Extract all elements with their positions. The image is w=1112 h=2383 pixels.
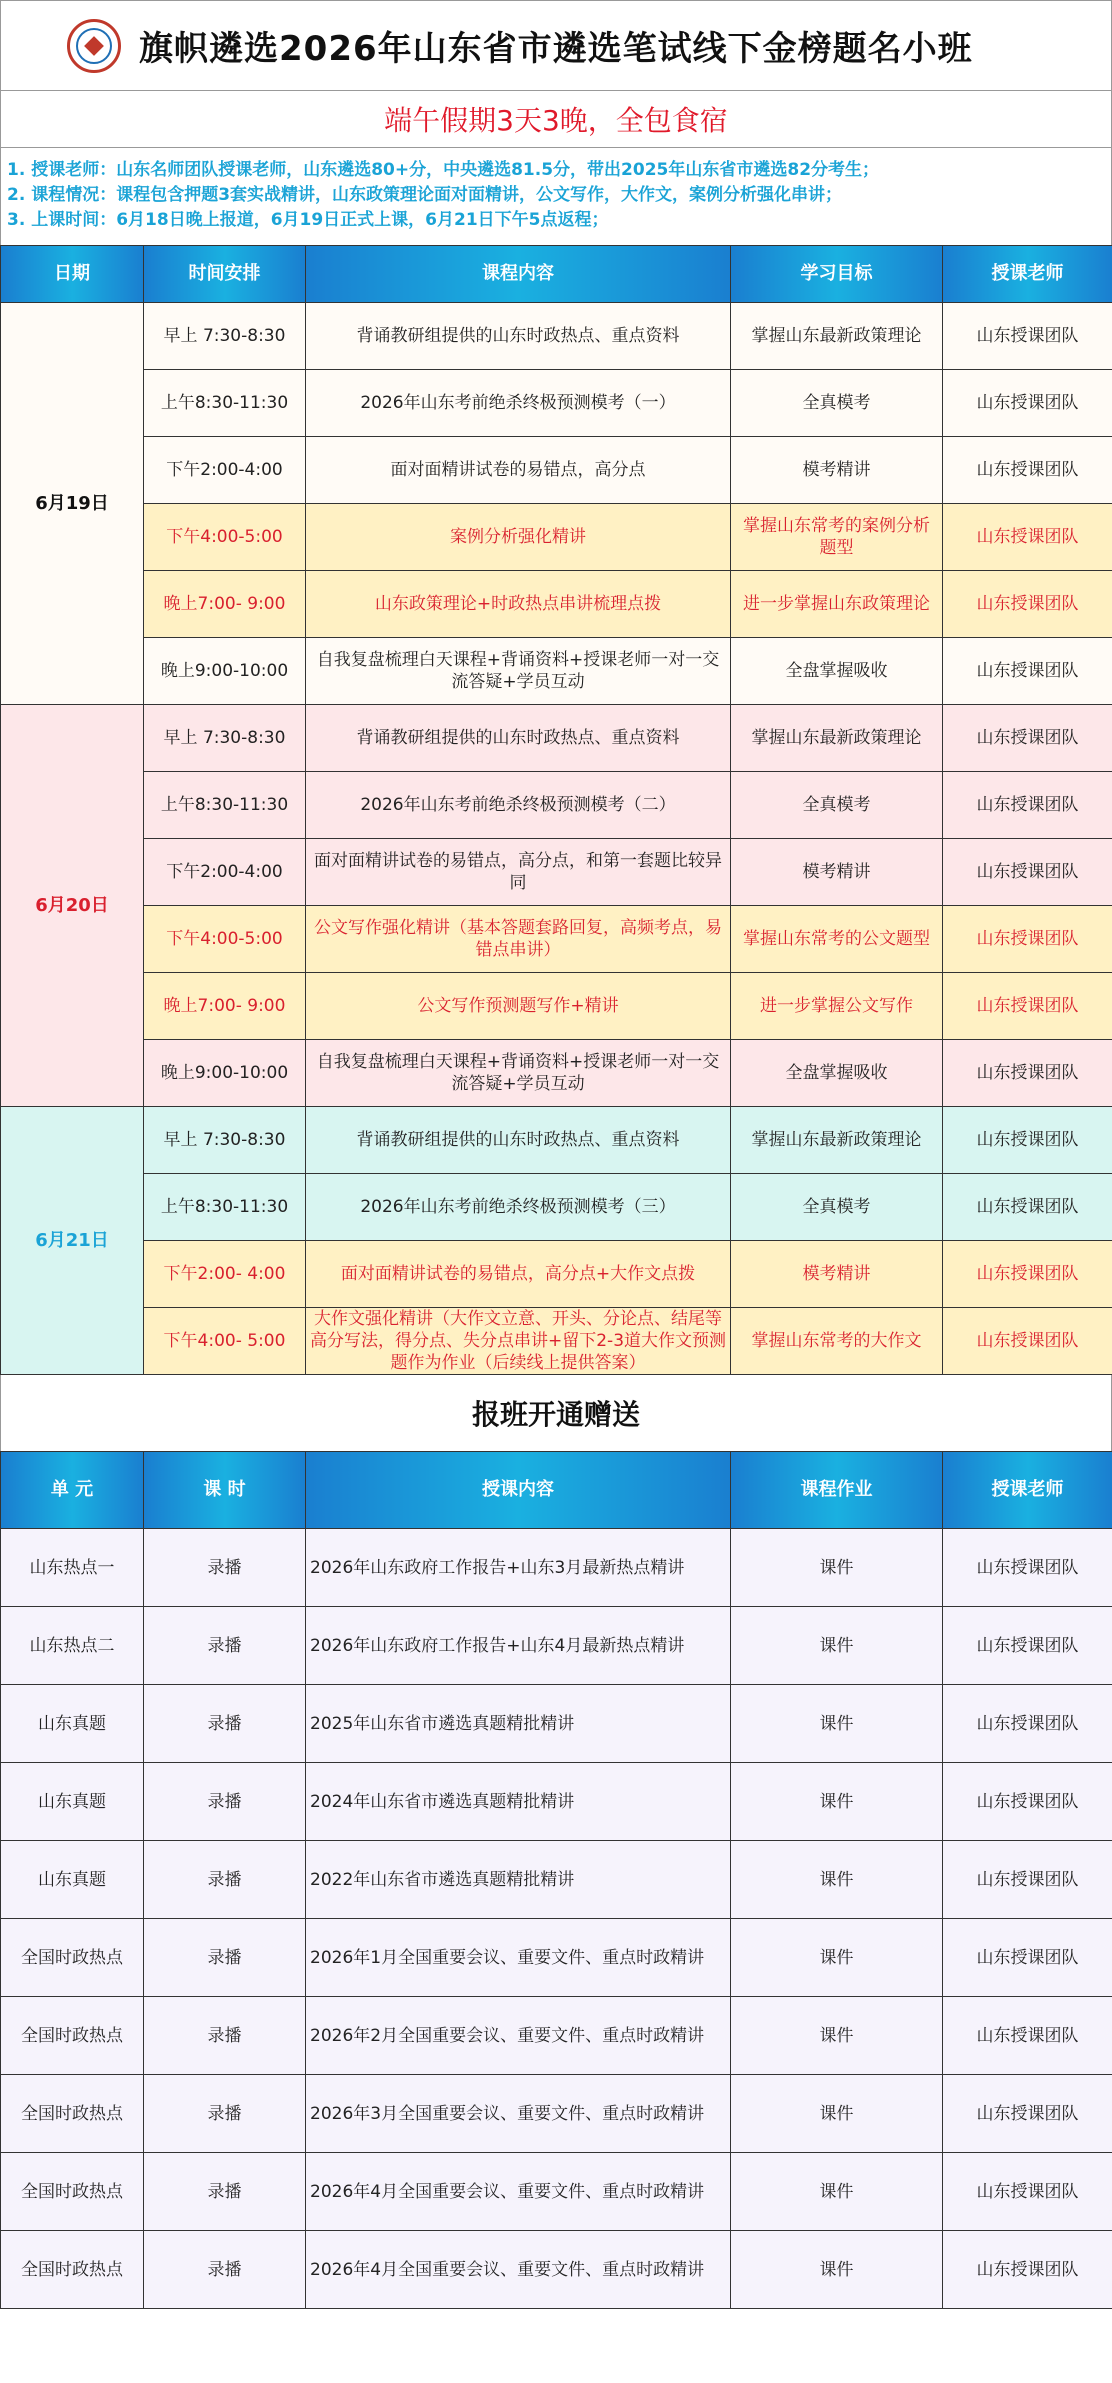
logo-emblem-icon xyxy=(76,28,112,64)
gift-row xyxy=(1,2153,1112,2231)
gift-cell-teacher: 山东授课团队 xyxy=(943,1997,1112,2075)
gift-cell-unit: 全国时政热点 xyxy=(1,2231,144,2309)
gift-cell-content: 2026年2月全国重要会议、重要文件、重点时政精讲 xyxy=(306,1997,731,2075)
cell-time: 晚上7:00- 9:00 xyxy=(144,973,306,1040)
cell-goal: 掌握山东最新政策理论 xyxy=(731,1107,943,1174)
header-date: 日期 xyxy=(1,246,144,303)
cell-time: 早上 7:30-8:30 xyxy=(144,1107,306,1174)
gift-cell-work: 课件 xyxy=(731,2153,943,2231)
gift-row xyxy=(1,2231,1112,2309)
cell-teacher: 山东授课团队 xyxy=(943,1174,1112,1241)
gift-cell-type: 录播 xyxy=(144,2231,306,2309)
cell-content: 山东政策理论+时政热点串讲梳理点拨 xyxy=(306,571,731,638)
gift-body xyxy=(1,1529,1112,2309)
gift-cell-unit: 全国时政热点 xyxy=(1,1919,144,1997)
schedule-row xyxy=(1,772,1112,839)
cell-content: 背诵教研组提供的山东时政热点、重点资料 xyxy=(306,303,731,370)
cell-goal: 模考精讲 xyxy=(731,1241,943,1308)
schedule-row xyxy=(1,1107,1112,1174)
cell-time: 上午8:30-11:30 xyxy=(144,1174,306,1241)
gift-header-row xyxy=(1,1452,1112,1529)
cell-goal: 全真模考 xyxy=(731,772,943,839)
cell-goal: 进一步掌握山东政策理论 xyxy=(731,571,943,638)
schedule-header-row xyxy=(1,246,1112,303)
cell-teacher: 山东授课团队 xyxy=(943,638,1112,705)
cell-teacher: 山东授课团队 xyxy=(943,772,1112,839)
gift-cell-content: 2026年3月全国重要会议、重要文件、重点时政精讲 xyxy=(306,2075,731,2153)
cell-goal: 掌握山东最新政策理论 xyxy=(731,705,943,772)
cell-content: 面对面精讲试卷的易错点，高分点+大作文点拨 xyxy=(306,1241,731,1308)
cell-time: 晚上7:00- 9:00 xyxy=(144,571,306,638)
schedule-table xyxy=(0,245,1112,1375)
cell-goal: 掌握山东常考的公文题型 xyxy=(731,906,943,973)
gift-cell-unit: 全国时政热点 xyxy=(1,1997,144,2075)
gift-cell-unit: 山东真题 xyxy=(1,1685,144,1763)
cell-content: 公文写作强化精讲（基本答题套路回复，高频考点，易错点串讲） xyxy=(306,906,731,973)
gift-cell-teacher: 山东授课团队 xyxy=(943,2231,1112,2309)
cell-time: 下午4:00-5:00 xyxy=(144,906,306,973)
gift-cell-type: 录播 xyxy=(144,1919,306,1997)
cell-teacher: 山东授课团队 xyxy=(943,370,1112,437)
cell-goal: 掌握山东常考的大作文 xyxy=(731,1308,943,1375)
gift-cell-teacher: 山东授课团队 xyxy=(943,1685,1112,1763)
schedule-row xyxy=(1,370,1112,437)
gift-row xyxy=(1,1841,1112,1919)
gift-cell-teacher: 山东授课团队 xyxy=(943,2075,1112,2153)
gift-cell-unit: 全国时政热点 xyxy=(1,2153,144,2231)
cell-goal: 掌握山东最新政策理论 xyxy=(731,303,943,370)
cell-goal: 全真模考 xyxy=(731,370,943,437)
schedule-row xyxy=(1,303,1112,370)
gift-cell-content: 2026年4月全国重要会议、重要文件、重点时政精讲 xyxy=(306,2231,731,2309)
header-teaching-content: 授课内容 xyxy=(306,1452,731,1529)
gift-row xyxy=(1,1607,1112,1685)
gift-row xyxy=(1,1763,1112,1841)
cell-teacher: 山东授课团队 xyxy=(943,303,1112,370)
gift-cell-content: 2022年山东省市遴选真题精批精讲 xyxy=(306,1841,731,1919)
gift-cell-work: 课件 xyxy=(731,1997,943,2075)
gift-cell-unit: 山东热点二 xyxy=(1,1607,144,1685)
logo xyxy=(67,19,121,73)
cell-time: 下午4:00-5:00 xyxy=(144,504,306,571)
cell-goal: 掌握山东常考的案例分析题型 xyxy=(731,504,943,571)
schedule-row xyxy=(1,1174,1112,1241)
cell-time: 早上 7:30-8:30 xyxy=(144,705,306,772)
cell-goal: 模考精讲 xyxy=(731,437,943,504)
cell-teacher: 山东授课团队 xyxy=(943,437,1112,504)
cell-goal: 进一步掌握公文写作 xyxy=(731,973,943,1040)
cell-time: 下午2:00-4:00 xyxy=(144,839,306,906)
page-title: 旗帜遴选2026年山东省市遴选笔试线下金榜题名小班 xyxy=(139,29,973,69)
cell-content: 2026年山东考前绝杀终极预测模考（三） xyxy=(306,1174,731,1241)
cell-content: 自我复盘梳理白天课程+背诵资料+授课老师一对一交流答疑+学员互动 xyxy=(306,638,731,705)
cell-content: 大作文强化精讲（大作文立意、开头、分论点、结尾等高分写法，得分点、失分点串讲+留下2-3道大作文预测题作为作业（后续线上提供答案） xyxy=(306,1308,731,1375)
page-subtitle: 端午假期3天3晚，全包食宿 xyxy=(0,90,1112,148)
cell-teacher: 山东授课团队 xyxy=(943,571,1112,638)
cell-goal: 全盘掌握吸收 xyxy=(731,1040,943,1107)
schedule-row xyxy=(1,437,1112,504)
schedule-row xyxy=(1,839,1112,906)
gift-cell-teacher: 山东授课团队 xyxy=(943,1841,1112,1919)
note-line: 3. 上课时间：6月18日晚上报道，6月19日正式上课，6月21日下午5点返程； xyxy=(7,210,609,230)
cell-goal: 模考精讲 xyxy=(731,839,943,906)
schedule-body xyxy=(1,303,1112,1375)
cell-goal: 全盘掌握吸收 xyxy=(731,638,943,705)
gift-cell-content: 2026年山东政府工作报告+山东3月最新热点精讲 xyxy=(306,1529,731,1607)
cell-time: 早上 7:30-8:30 xyxy=(144,303,306,370)
gift-row xyxy=(1,1997,1112,2075)
schedule-row xyxy=(1,906,1112,973)
schedule-row xyxy=(1,1040,1112,1107)
gift-cell-content: 2024年山东省市遴选真题精批精讲 xyxy=(306,1763,731,1841)
gift-cell-content: 2025年山东省市遴选真题精批精讲 xyxy=(306,1685,731,1763)
day-date-cell: 6月20日 xyxy=(1,705,144,1107)
schedule-row xyxy=(1,973,1112,1040)
gift-cell-work: 课件 xyxy=(731,1919,943,1997)
cell-teacher: 山东授课团队 xyxy=(943,504,1112,571)
gift-cell-type: 录播 xyxy=(144,1607,306,1685)
note-line: 2. 课程情况：课程包含押题3套实战精讲，山东政策理论面对面精讲，公文写作，大作文，案例分析强化串讲； xyxy=(7,185,843,205)
header-goal: 学习目标 xyxy=(731,246,943,303)
gift-row xyxy=(1,1685,1112,1763)
day-date-cell: 6月21日 xyxy=(1,1107,144,1375)
page-header xyxy=(0,0,1112,90)
cell-content: 面对面精讲试卷的易错点，高分点，和第一套题比较异同 xyxy=(306,839,731,906)
cell-teacher: 山东授课团队 xyxy=(943,1241,1112,1308)
cell-time: 下午4:00- 5:00 xyxy=(144,1308,306,1375)
cell-content: 公文写作预测题写作+精讲 xyxy=(306,973,731,1040)
gift-cell-teacher: 山东授课团队 xyxy=(943,1529,1112,1607)
cell-teacher: 山东授课团队 xyxy=(943,1040,1112,1107)
gift-cell-work: 课件 xyxy=(731,1607,943,1685)
gift-cell-content: 2026年山东政府工作报告+山东4月最新热点精讲 xyxy=(306,1607,731,1685)
gift-cell-work: 课件 xyxy=(731,1685,943,1763)
day-date-cell: 6月19日 xyxy=(1,303,144,705)
cell-teacher: 山东授课团队 xyxy=(943,839,1112,906)
schedule-row xyxy=(1,1241,1112,1308)
gift-cell-work: 课件 xyxy=(731,2231,943,2309)
gift-cell-type: 录播 xyxy=(144,2153,306,2231)
cell-time: 上午8:30-11:30 xyxy=(144,370,306,437)
gift-cell-type: 录播 xyxy=(144,1529,306,1607)
schedule-row xyxy=(1,504,1112,571)
gift-cell-work: 课件 xyxy=(731,1763,943,1841)
course-notes xyxy=(0,148,1112,245)
gift-cell-teacher: 山东授课团队 xyxy=(943,1607,1112,1685)
schedule-row xyxy=(1,705,1112,772)
cell-time: 晚上9:00-10:00 xyxy=(144,1040,306,1107)
cell-content: 背诵教研组提供的山东时政热点、重点资料 xyxy=(306,705,731,772)
gift-cell-type: 录播 xyxy=(144,2075,306,2153)
cell-time: 下午2:00- 4:00 xyxy=(144,1241,306,1308)
gift-table xyxy=(0,1451,1112,2309)
cell-content: 案例分析强化精讲 xyxy=(306,504,731,571)
gift-row xyxy=(1,1529,1112,1607)
gift-cell-type: 录播 xyxy=(144,1685,306,1763)
cell-content: 背诵教研组提供的山东时政热点、重点资料 xyxy=(306,1107,731,1174)
gift-cell-type: 录播 xyxy=(144,1841,306,1919)
gift-row xyxy=(1,2075,1112,2153)
gift-cell-work: 课件 xyxy=(731,1841,943,1919)
cell-time: 上午8:30-11:30 xyxy=(144,772,306,839)
gift-cell-content: 2026年4月全国重要会议、重要文件、重点时政精讲 xyxy=(306,2153,731,2231)
gift-cell-teacher: 山东授课团队 xyxy=(943,1763,1112,1841)
gift-section-title: 报班开通赠送 xyxy=(0,1375,1112,1451)
schedule-row xyxy=(1,1308,1112,1375)
header-time: 时间安排 xyxy=(144,246,306,303)
cell-teacher: 山东授课团队 xyxy=(943,906,1112,973)
gift-cell-work: 课件 xyxy=(731,2075,943,2153)
schedule-row xyxy=(1,571,1112,638)
gift-cell-unit: 山东热点一 xyxy=(1,1529,144,1607)
note-line: 1. 授课老师：山东名师团队授课老师，山东遴选80+分，中央遴选81.5分，带出2025年山东省市遴选82分考生； xyxy=(7,160,880,180)
header-homework: 课程作业 xyxy=(731,1452,943,1529)
header-teacher: 授课老师 xyxy=(943,246,1112,303)
cell-goal: 全真模考 xyxy=(731,1174,943,1241)
cell-time: 下午2:00-4:00 xyxy=(144,437,306,504)
gift-cell-unit: 山东真题 xyxy=(1,1763,144,1841)
cell-content: 面对面精讲试卷的易错点，高分点 xyxy=(306,437,731,504)
header-content: 课程内容 xyxy=(306,246,731,303)
cell-teacher: 山东授课团队 xyxy=(943,1107,1112,1174)
header-gift-teacher: 授课老师 xyxy=(943,1452,1112,1529)
cell-teacher: 山东授课团队 xyxy=(943,973,1112,1040)
cell-time: 晚上9:00-10:00 xyxy=(144,638,306,705)
gift-cell-work: 课件 xyxy=(731,1529,943,1607)
gift-cell-type: 录播 xyxy=(144,1997,306,2075)
gift-row xyxy=(1,1919,1112,1997)
gift-cell-unit: 全国时政热点 xyxy=(1,2075,144,2153)
gift-cell-teacher: 山东授课团队 xyxy=(943,2153,1112,2231)
schedule-row xyxy=(1,638,1112,705)
header-hours: 课 时 xyxy=(144,1452,306,1529)
cell-teacher: 山东授课团队 xyxy=(943,1308,1112,1375)
cell-content: 自我复盘梳理白天课程+背诵资料+授课老师一对一交流答疑+学员互动 xyxy=(306,1040,731,1107)
cell-content: 2026年山东考前绝杀终极预测模考（一） xyxy=(306,370,731,437)
cell-teacher: 山东授课团队 xyxy=(943,705,1112,772)
gift-cell-teacher: 山东授课团队 xyxy=(943,1919,1112,1997)
gift-cell-content: 2026年1月全国重要会议、重要文件、重点时政精讲 xyxy=(306,1919,731,1997)
gift-cell-unit: 山东真题 xyxy=(1,1841,144,1919)
cell-content: 2026年山东考前绝杀终极预测模考（二） xyxy=(306,772,731,839)
gift-cell-type: 录播 xyxy=(144,1763,306,1841)
header-unit: 单 元 xyxy=(1,1452,144,1529)
